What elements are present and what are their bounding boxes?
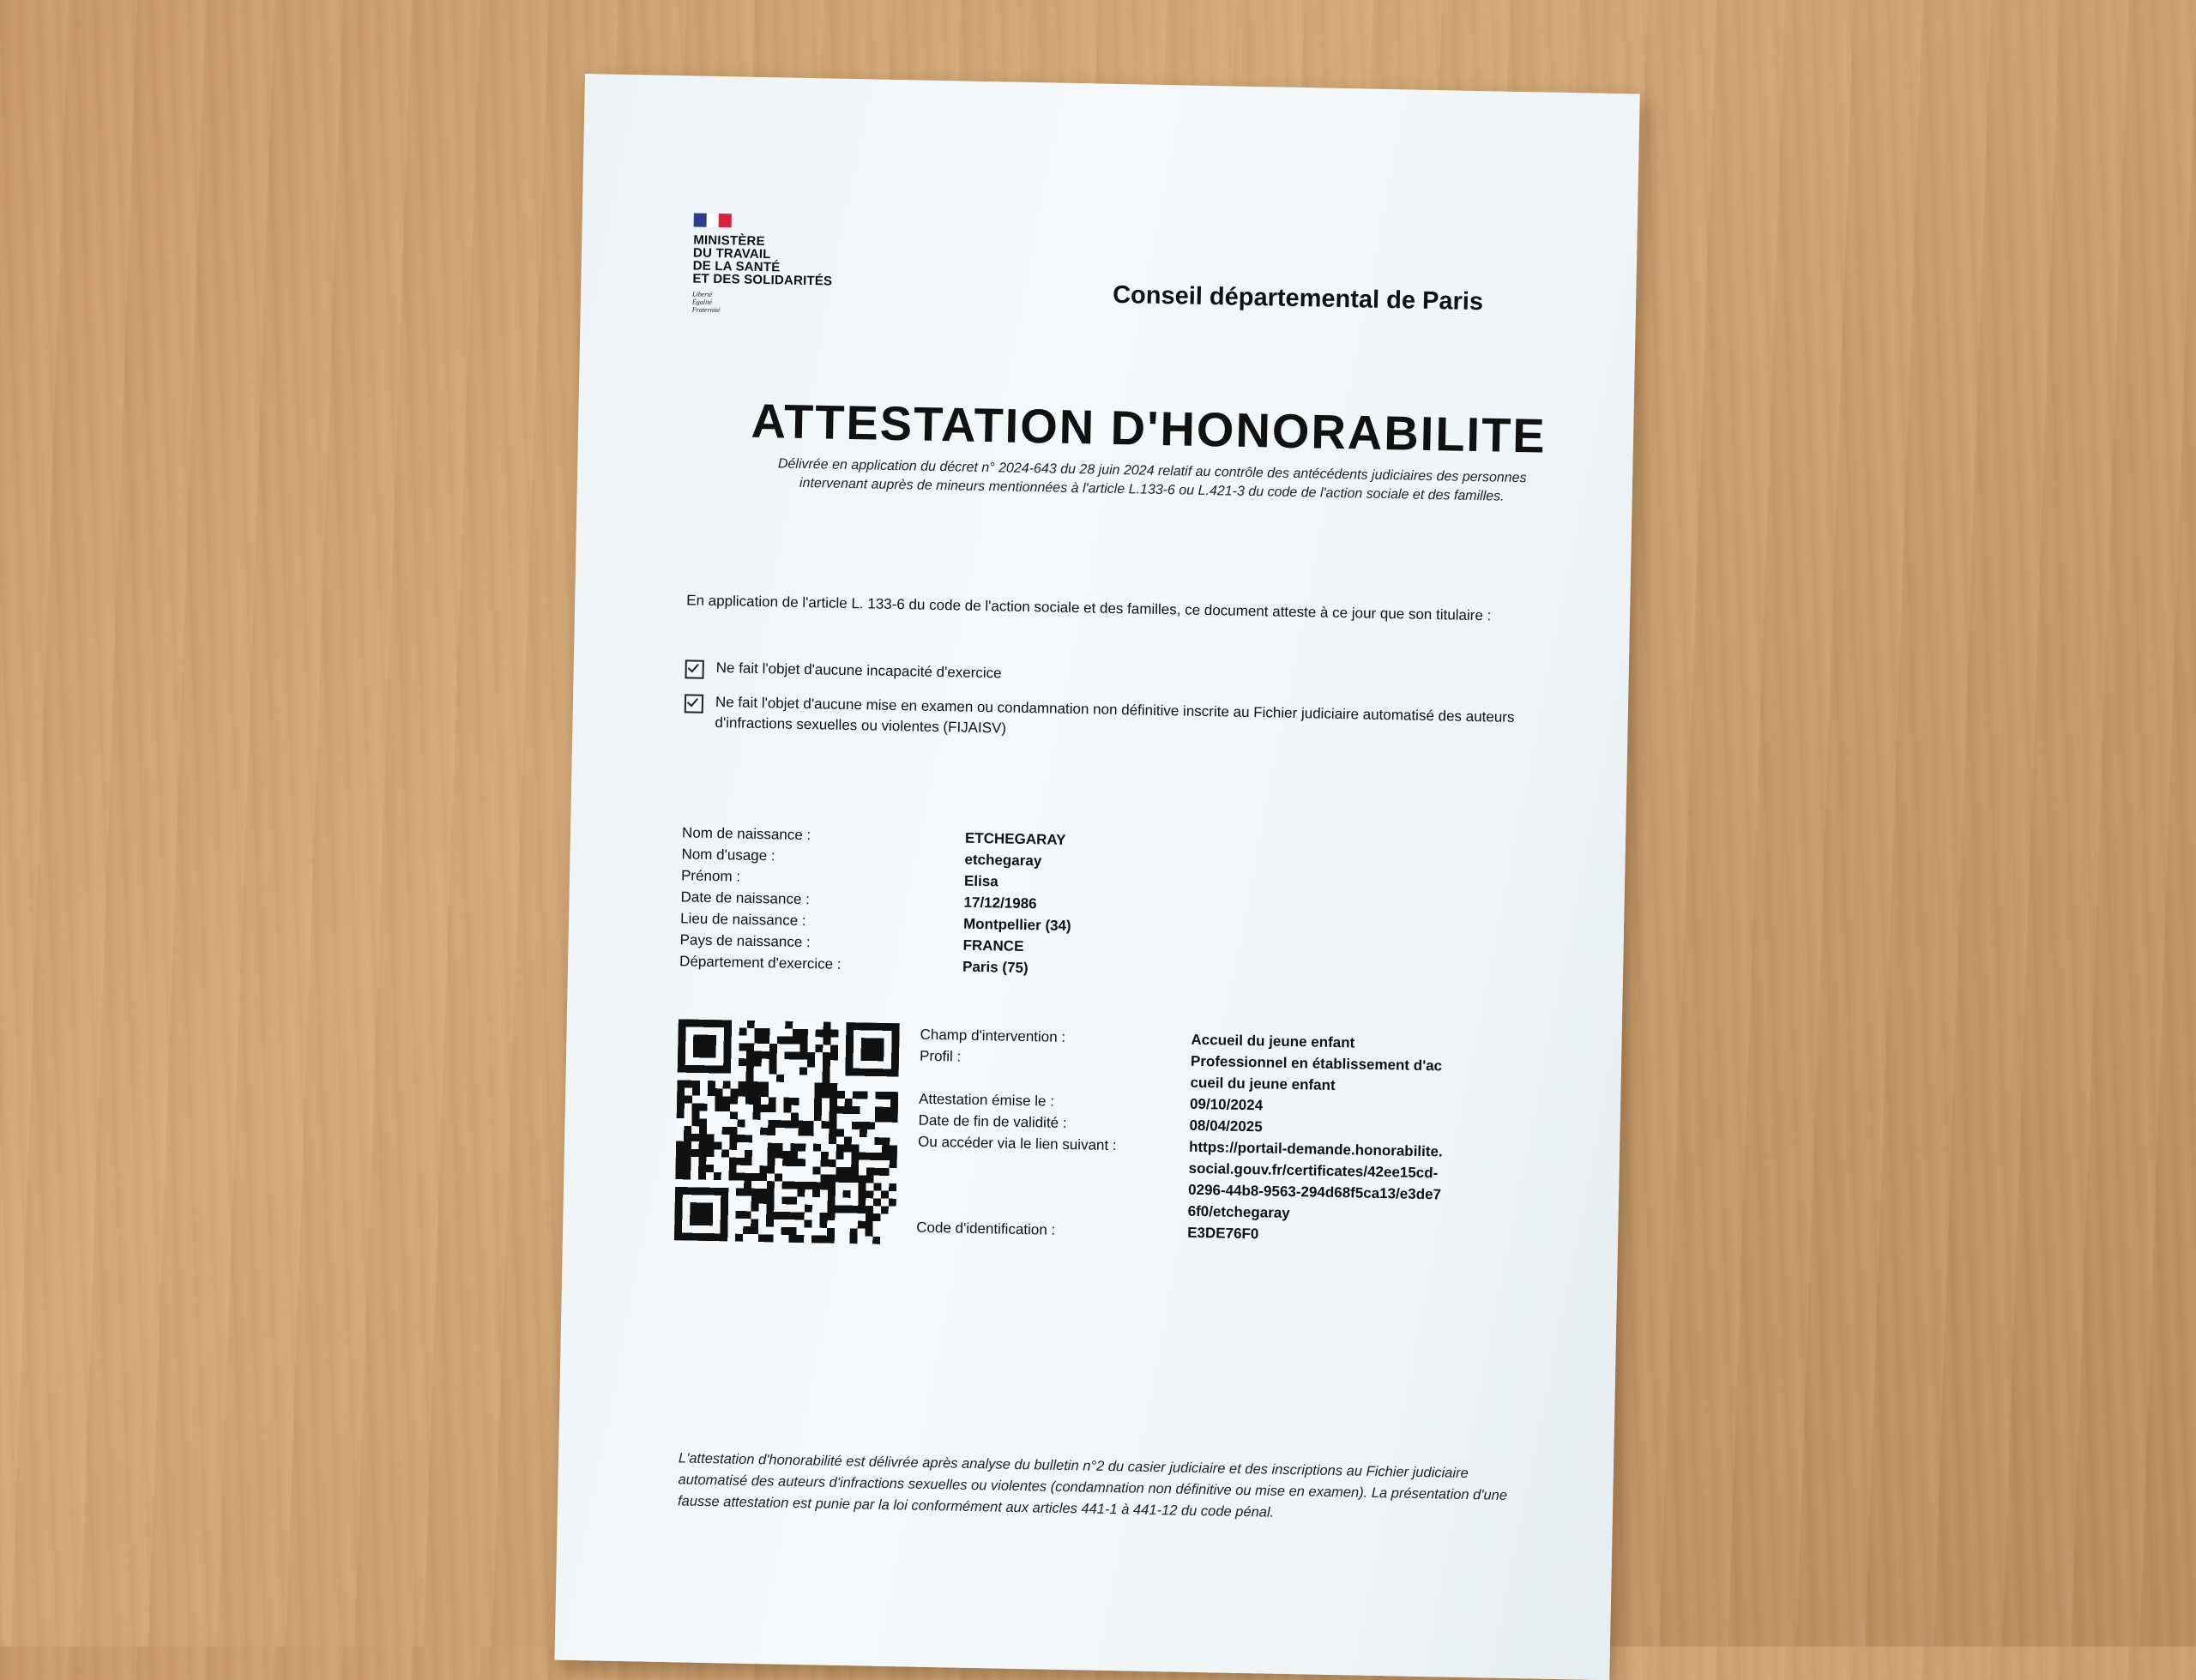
field-value: Paris (75) bbox=[962, 958, 1029, 977]
field-value: FRANCE bbox=[962, 936, 1024, 955]
qr-code-icon[interactable] bbox=[674, 1019, 900, 1244]
field-value: ETCHEGARAY bbox=[964, 829, 1066, 848]
detail-label: Profil : bbox=[919, 1047, 962, 1065]
check-text: Ne fait l'objet d'aucune mise en examen ou condamnation non définitive inscrite au Fichier judiciaire automatisé des auteurs d'infractions sexuelles ou violentes (FIJAISV) bbox=[715, 694, 1515, 737]
identification-code: E3DE76F0 bbox=[1187, 1224, 1259, 1243]
field-value: Elisa bbox=[963, 872, 998, 890]
legal-footer: L'attestation d'honorabilité est délivrée après analyse du bulletin n°2 du casier judiciaire et des inscriptions au Fichier judiciaire automatisé des auteurs d'infractions sexuelles ou violentes (condamnation non définitive ou mise en examen). La présentation d'une fausse attestation est punie par la loi conformément aux articles 441-1 à 441-12 du code pénal. bbox=[677, 1450, 1508, 1520]
field-value: etchegaray bbox=[964, 851, 1042, 870]
attestation-document bbox=[554, 74, 1639, 1680]
check-item bbox=[685, 657, 1525, 695]
detail-label: Attestation émise le : bbox=[918, 1090, 1055, 1110]
field-label: Prénom : bbox=[680, 867, 741, 885]
checkbox-checked-icon bbox=[685, 694, 703, 713]
detail-value: Accueil du jeune enfant bbox=[1191, 1031, 1355, 1051]
field-label: Pays de naissance : bbox=[679, 931, 811, 951]
ministry-name: MINISTÈRE DU TRAVAIL DE LA SANTÉ ET DES SOLIDARITÉS bbox=[692, 232, 833, 289]
republic-motto: Liberté Égalité Fraternité bbox=[691, 290, 721, 315]
french-flag-icon bbox=[694, 213, 732, 227]
identity-fields bbox=[679, 822, 1073, 979]
document-title: ATTESTATION D'HONORABILITE bbox=[751, 393, 1547, 463]
check-item bbox=[684, 691, 1525, 749]
document-subtitle: Délivrée en application du décret n° 2024-643 du 28 juin 2024 relatif au contrôle des antécédents judiciaires des personnes intervenant auprès de mineurs mentionnées à l'article L.133-6 ou L.421-3 du code de l'action sociale et des familles. bbox=[777, 456, 1527, 504]
certificate-details bbox=[916, 1024, 1449, 1249]
field-value: 17/12/1986 bbox=[963, 894, 1037, 912]
ministry-logo bbox=[692, 213, 866, 316]
detail-label: Champ d'intervention : bbox=[920, 1026, 1066, 1045]
detail-label: Date de fin de validité : bbox=[918, 1111, 1067, 1132]
field-label: Date de naissance : bbox=[680, 888, 811, 908]
check-text: Ne fait l'objet d'aucune incapacité d'exercice bbox=[715, 659, 1002, 682]
detail-row bbox=[916, 1131, 1446, 1227]
detail-label: Code d'identification : bbox=[916, 1219, 1056, 1238]
council-name: Conseil départemental de Paris bbox=[1112, 280, 1484, 316]
detail-value: 08/04/2025 bbox=[1189, 1117, 1263, 1135]
checkbox-checked-icon bbox=[685, 659, 703, 678]
intro-text: En application de l'article L. 133-6 du code de l'action sociale et des familles, ce document atteste à ce jour que son titulaire : bbox=[686, 592, 1492, 624]
field-label: Nom de naissance : bbox=[681, 824, 811, 844]
detail-value: 09/10/2024 bbox=[1189, 1095, 1264, 1114]
field-label: Nom d'usage : bbox=[681, 846, 775, 864]
detail-label: Ou accéder via le lien suivant : bbox=[917, 1133, 1117, 1154]
field-value: Montpellier (34) bbox=[962, 915, 1071, 935]
detail-value: Professionnel en établissement d'accueil du jeune enfant bbox=[1190, 1052, 1443, 1094]
field-label: Lieu de naissance : bbox=[679, 910, 806, 930]
field-label: Département d'exercice : bbox=[679, 953, 842, 972]
verification-link[interactable]: https://portail-demande.honorabilite.social.gouv.fr/certificates/42ee15cd-0296-44b8-9563-294d68f5ca13/e3de76f0/etchegaray bbox=[1187, 1138, 1443, 1222]
